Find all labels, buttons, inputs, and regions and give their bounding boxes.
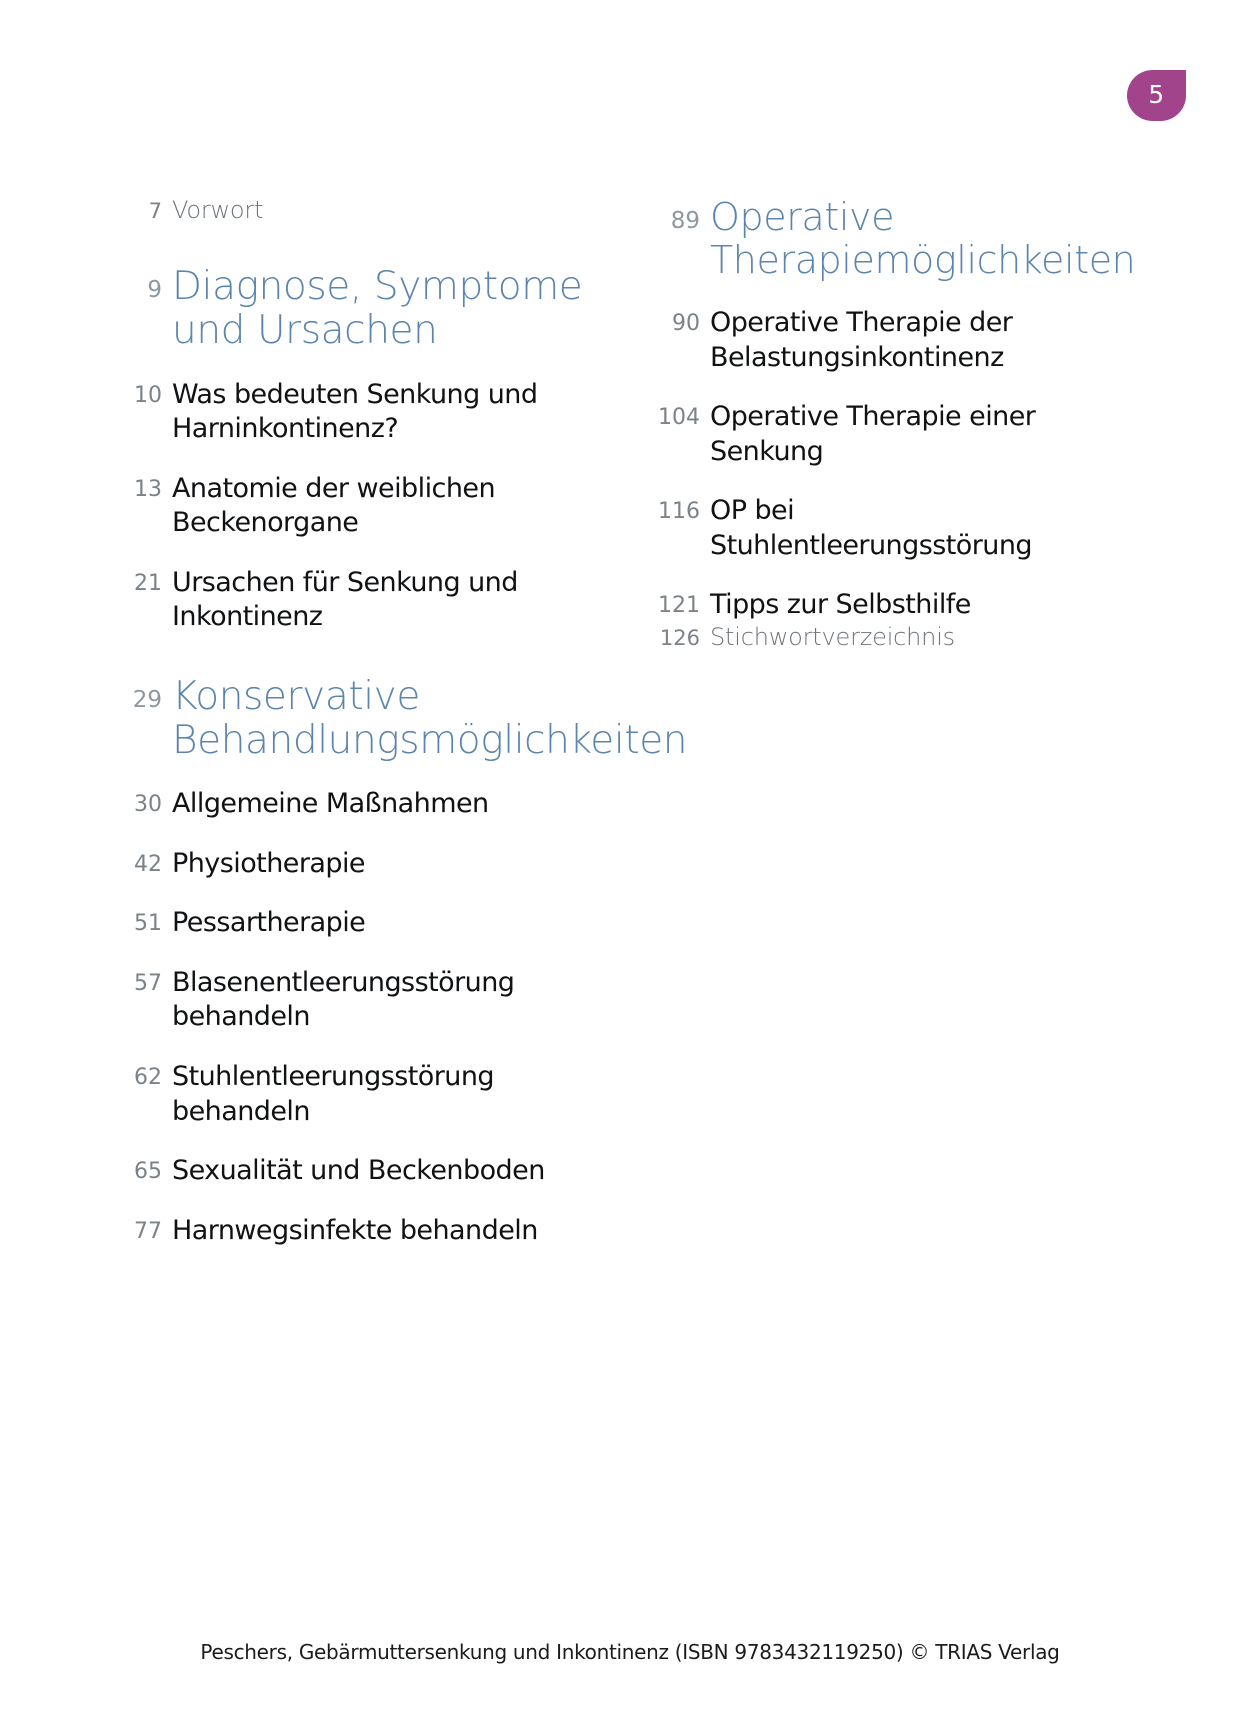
toc-entry[interactable] [128, 966, 588, 1035]
toc-entry[interactable] [128, 1060, 588, 1129]
toc-entry-page-number: 57 [134, 970, 162, 996]
table-of-contents [0, 196, 1260, 1248]
toc-entry[interactable] [638, 494, 1108, 563]
toc-entry[interactable] [128, 1154, 588, 1189]
toc-entry-label: Allgemeine Maßnahmen [172, 788, 489, 820]
toc-entry-page-number: 116 [658, 499, 700, 525]
toc-section-entry[interactable] [128, 673, 688, 763]
toc-entry[interactable] [128, 847, 588, 882]
toc-entry-label: Vorwort [172, 196, 264, 224]
toc-entry-label: Physiotherapie [172, 847, 365, 879]
toc-entry-page-number: 62 [134, 1064, 162, 1090]
toc-entry[interactable] [638, 306, 1108, 375]
toc-entry[interactable] [128, 378, 588, 447]
toc-entry[interactable] [128, 472, 588, 541]
toc-entry-label: Was bedeuten Senkung und Harninkontinenz? [172, 378, 538, 445]
footer-copyright: Peschers, Gebärmuttersenkung und Inkontinenz (ISBN 9783432119250) © TRIAS Verlag [200, 1640, 1060, 1664]
toc-entry[interactable] [128, 906, 588, 941]
toc-entry[interactable] [638, 400, 1108, 469]
toc-entry-label: Diagnose, Symptome und Ursachen [172, 264, 583, 353]
toc-entry-label: Sexualität und Beckenboden [172, 1155, 545, 1187]
toc-entry-page-number: 51 [134, 911, 162, 937]
toc-entry-label: Operative Therapie der Belastungsinkontinenz [710, 307, 1013, 373]
toc-entry-label: Blasenentleerungsstörung behandeln [172, 966, 515, 1033]
toc-entry-page-number: 77 [134, 1218, 162, 1244]
toc-entry-label: Operative Therapie einer Senkung [710, 401, 1036, 467]
toc-entry-label: Stichwortverzeichnis [710, 622, 955, 651]
toc-entry-label: Konservative Behandlungsmöglichkeiten [172, 673, 688, 763]
page-number-label: 5 [1148, 80, 1165, 109]
page-number-badge [1127, 70, 1186, 121]
toc-entry-label: Pessartherapie [172, 907, 366, 939]
toc-entry-label: Ursachen für Senkung und Inkontinenz [172, 566, 518, 633]
toc-entry-page-number: 104 [658, 405, 700, 431]
toc-section-entry[interactable] [128, 265, 588, 352]
toc-entry-label: OP bei Stuhlentleerungsstörung [710, 495, 1033, 561]
toc-entry[interactable] [128, 196, 588, 225]
toc-entry-page-number: 42 [134, 851, 162, 877]
toc-entry-page-number: 29 [132, 686, 162, 713]
toc-entry-page-number: 89 [670, 208, 700, 234]
toc-entry[interactable] [128, 566, 588, 635]
toc-entry-page-number: 30 [134, 792, 162, 818]
toc-entry-label: Harnwegsinfekte behandeln [172, 1214, 538, 1246]
toc-entry[interactable] [638, 588, 1108, 623]
toc-entry[interactable] [128, 787, 588, 822]
toc-entry-page-number: 21 [134, 570, 162, 596]
toc-entry-page-number: 10 [134, 382, 162, 408]
toc-entry-page-number: 13 [134, 476, 162, 502]
toc-entry-page-number: 126 [659, 625, 700, 650]
toc-section-entry[interactable] [638, 195, 1136, 282]
toc-entry-page-number: 9 [147, 277, 162, 304]
toc-column-right [638, 195, 1136, 652]
toc-entry-page-number: 121 [658, 593, 700, 619]
toc-entry-label: Anatomie der weiblichen Beckenorgane [172, 472, 496, 539]
toc-entry-page-number: 65 [134, 1159, 162, 1185]
toc-entry-label: Operative Therapiemöglichkeiten [710, 195, 1136, 282]
toc-entry[interactable] [128, 1214, 588, 1249]
toc-entry-label: Stuhlentleerungsstörung behandeln [172, 1060, 495, 1127]
toc-entry[interactable] [638, 623, 1108, 652]
toc-entry-page-number: 7 [148, 199, 162, 223]
toc-entry-label: Tipps zur Selbsthilfe [710, 589, 971, 621]
toc-entry-page-number: 90 [672, 311, 700, 337]
